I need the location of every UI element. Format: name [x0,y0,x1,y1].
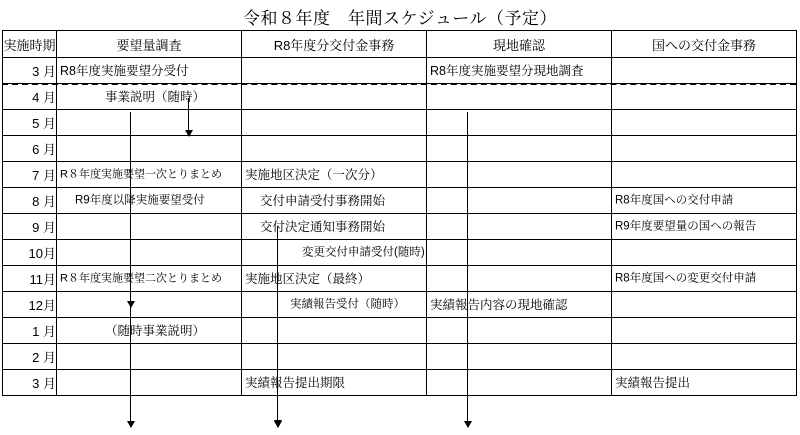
schedule-cell [427,344,612,370]
schedule-cell [57,266,242,292]
schedule-table [2,30,797,396]
schedule-cell [612,266,797,292]
cell-box [427,136,611,161]
month-cell: 7 月 [3,162,57,188]
table-row [3,344,797,370]
table-row [3,370,797,396]
cell-text: 実施地区決定（最終） [245,271,371,286]
month-cell: 5 月 [3,110,57,136]
cell-box [427,344,611,369]
cell-box [612,344,796,369]
month-cell: 3 月 [3,58,57,84]
table-row [3,292,797,318]
cell-box [427,110,611,135]
cell-box [612,318,796,343]
schedule-cell [57,58,242,84]
month-cell: 1 月 [3,318,57,344]
month-cell: 10月 [3,240,57,266]
schedule-cell [427,58,612,84]
schedule-cell [242,266,427,292]
cell-text: 変更交付申請受付(随時) [302,245,425,258]
cell-text: R8年度実施要望分現地調査 [430,63,584,78]
cell-box [612,84,796,109]
cell-text: 実績報告内容の現地確認 [430,297,568,312]
cell-box [242,110,426,135]
cell-text: R9年度要望量の国への報告 [615,219,757,232]
cell-box [242,188,426,213]
header-cell-national-grant: 国への交付金事務 [612,31,797,58]
cell-box [427,318,611,343]
cell-box [242,344,426,369]
cell-box [242,58,426,83]
schedule-cell [427,240,612,266]
cell-box [612,292,796,317]
table-row [3,318,797,344]
cell-box [427,214,611,239]
cell-box [242,370,426,395]
schedule-cell [57,84,242,110]
schedule-cell [57,136,242,162]
schedule-table-wrapper [2,30,796,396]
schedule-cell [242,110,427,136]
header-cell-period: 実施時期 [3,31,57,58]
schedule-cell [57,214,242,240]
cell-box [57,110,241,135]
schedule-cell [612,58,797,84]
cell-box [427,188,611,213]
cell-text: R8年度国への変更交付申請 [615,271,757,284]
cell-text: 事業説明（随時） [105,89,206,104]
schedule-cell [427,318,612,344]
cell-box [612,136,796,161]
cell-box [57,136,241,161]
cell-box [612,266,796,291]
cell-text: R9年度以降実施要望受付 [75,193,205,206]
schedule-cell [612,84,797,110]
schedule-cell [242,84,427,110]
schedule-cell [57,344,242,370]
table-row [3,84,797,110]
schedule-cell [242,318,427,344]
cell-box [57,162,241,187]
cell-box [427,84,611,109]
cell-box [242,84,426,109]
cell-text: 交付申請受付事務開始 [260,193,386,208]
schedule-cell [242,188,427,214]
schedule-cell [57,240,242,266]
schedule-cell [57,188,242,214]
cell-box [612,188,796,213]
schedule-cell [612,162,797,188]
schedule-cell [427,292,612,318]
schedule-cell [242,162,427,188]
schedule-cell [612,136,797,162]
cell-box [57,84,241,109]
cell-box [57,266,241,291]
schedule-cell [427,136,612,162]
header-cell-grant-affairs: R8年度分交付金事務 [242,31,427,58]
month-cell: 9 月 [3,214,57,240]
cell-box [57,214,241,239]
cell-box [612,240,796,265]
schedule-cell [57,370,242,396]
month-cell: 12月 [3,292,57,318]
schedule-cell [57,318,242,344]
schedule-cell [612,214,797,240]
cell-text: R8年度実施要望分受付 [60,63,189,78]
cell-text: R8年度国への交付申請 [615,193,734,206]
cell-box [242,162,426,187]
header-cell-demand-survey: 要望量調査 [57,31,242,58]
table-body [3,58,797,396]
schedule-cell [612,292,797,318]
cell-box [57,292,241,317]
cell-text: （随時事業説明） [105,323,206,338]
cell-box [57,318,241,343]
month-cell: 6 月 [3,136,57,162]
month-cell: 4 月 [3,84,57,110]
cell-text: 実施地区決定（一次分） [245,167,383,182]
schedule-cell [427,266,612,292]
cell-box [427,162,611,187]
table-row [3,266,797,292]
header-row [3,31,797,58]
month-cell: 8 月 [3,188,57,214]
cell-box [612,58,796,83]
cell-box [242,240,426,265]
header-cell-site-check: 現地確認 [427,31,612,58]
cell-box [612,214,796,239]
table-row [3,162,797,188]
cell-box [427,292,611,317]
table-row [3,136,797,162]
schedule-cell [612,344,797,370]
cell-text: R８年度実施要望二次とりまとめ [60,272,222,284]
table-row [3,240,797,266]
cell-box [242,136,426,161]
schedule-cell [242,370,427,396]
table-header [3,31,797,58]
cell-box [57,240,241,265]
cell-box [427,266,611,291]
schedule-cell [612,318,797,344]
table-row [3,110,797,136]
cell-box [612,110,796,135]
schedule-cell [57,110,242,136]
cell-box [242,214,426,239]
schedule-cell [612,370,797,396]
schedule-cell [612,240,797,266]
table-row [3,214,797,240]
cell-text: 実績報告提出 [615,375,691,390]
schedule-cell [242,292,427,318]
month-cell: 2 月 [3,344,57,370]
table-row [3,58,797,84]
cell-text: R８年度実施要望一次とりまとめ [60,168,222,180]
schedule-cell [242,240,427,266]
schedule-cell [427,188,612,214]
schedule-cell [242,58,427,84]
cell-box [427,58,611,83]
schedule-cell [242,214,427,240]
schedule-cell [427,84,612,110]
schedule-cell [612,110,797,136]
cell-box [242,292,426,317]
cell-box [427,240,611,265]
schedule-cell [57,292,242,318]
cell-box [57,58,241,83]
table-row [3,188,797,214]
cell-box [57,344,241,369]
schedule-cell [612,188,797,214]
schedule-cell [242,136,427,162]
cell-box [612,370,796,395]
schedule-cell [427,162,612,188]
schedule-cell [242,344,427,370]
schedule-cell [427,110,612,136]
cell-box [612,162,796,187]
schedule-cell [57,162,242,188]
cell-box [57,370,241,395]
cell-box [57,188,241,213]
month-cell: 3 月 [3,370,57,396]
schedule-cell [427,214,612,240]
month-cell: 11月 [3,266,57,292]
schedule-cell [427,370,612,396]
cell-text: 実績報告提出期限 [245,375,346,390]
cell-box [427,370,611,395]
cell-text: 交付決定通知事務開始 [260,219,386,234]
cell-text: 実績報告受付（随時） [290,297,405,310]
cell-box [242,318,426,343]
cell-box [242,266,426,291]
page-title: 令和８年度 年間スケジュール（予定） [243,9,557,28]
